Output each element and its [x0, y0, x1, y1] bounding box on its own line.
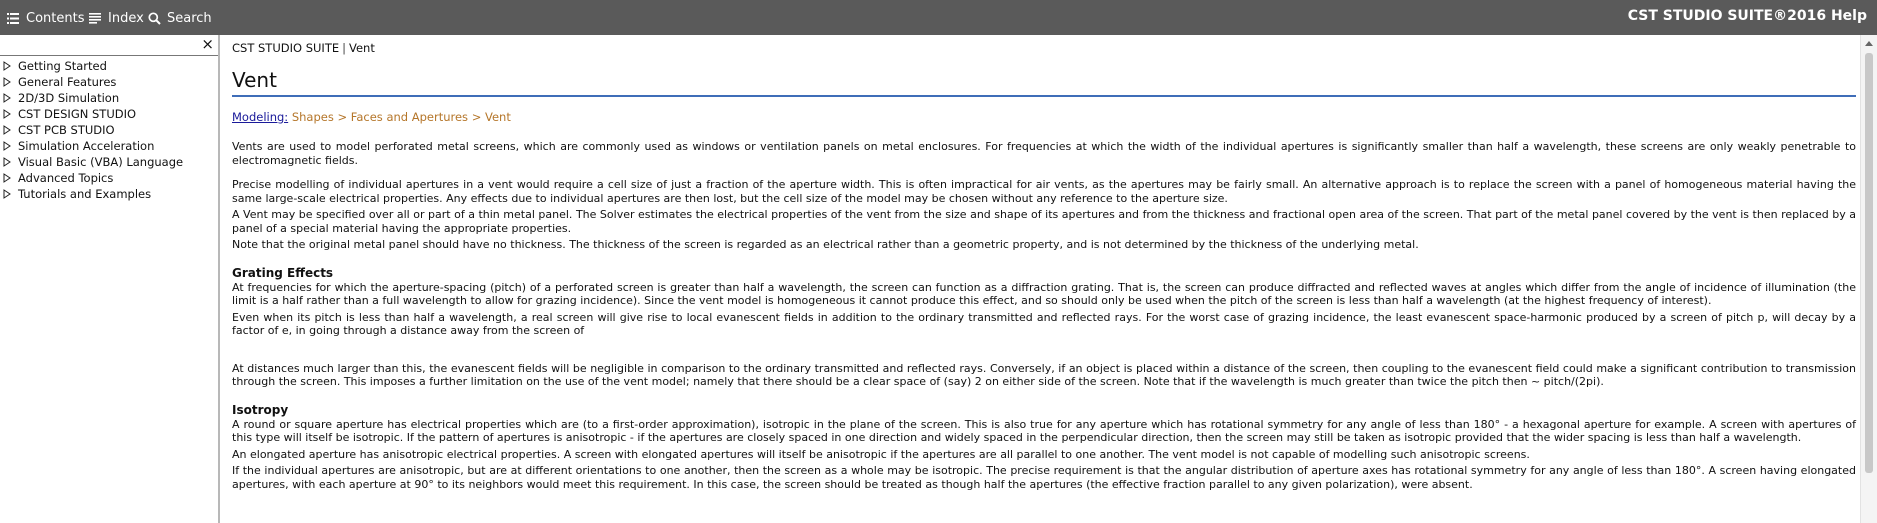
expand-triangle-icon[interactable]	[3, 125, 13, 135]
intro-paragraph: Precise modelling of individual apertures in a vent would require a cell size of just a fraction of the aperture width. This is often impractical for air vents, as the apertures may be fairly small. An alternative approach is to replace the screen with a panel of homogeneous material having the same large-scale electrical properties. Any effects due to individual apertures are then lost, but the cell size of the model may be chosen without any reference to the aperture size.	[232, 178, 1856, 205]
scrollbar-thumb[interactable]	[1865, 53, 1873, 473]
grating-paragraph: Even when its pitch is less than half a wavelength, a real screen will give rise to local evanescent fields in addition to the ordinary transmitted and reflected rays. For the worst case of grazing incidence, the least evanescent space-harmonic produced by a screen of pitch p, will decay by a factor of e, in going through a distance away from the screen of	[232, 310, 1856, 337]
index-lines-icon	[88, 11, 102, 25]
header-separator: |	[342, 41, 346, 55]
scroll-up-arrow-icon[interactable]	[1865, 41, 1873, 46]
help-content	[222, 35, 1858, 523]
index-label: Index	[108, 10, 144, 26]
page-title: Vent	[232, 68, 277, 92]
isotropy-paragraph: A round or square aperture has electrical properties which are (to a first-order approximation), isotropic in the plane of the screen. This is also true for any aperture which has rotational symmetry for any angle of less than 180° - a hexagonal aperture for example. A screen with apertures of this type will itself be isotropic. If the pattern of apertures is anisotropic - if the apertures are closely spaced in one direction and widely spaced in the perpendicular direction, then the screen may still be taken as isotropic provided that the wider spacing is less than half a wavelength.	[232, 417, 1856, 444]
sidebar-item-label: Simulation Acceleration	[18, 139, 155, 153]
expand-triangle-icon[interactable]	[3, 173, 13, 183]
sidebar-item-cst-pcb-studio[interactable]	[0, 122, 218, 138]
intro-paragraph: Vents are used to model perforated metal screens, which are commonly used as windows or ventilation panels on metal enclosures. For frequencies at which the width of the individual apertures is significantly smaller than half a wavelength, these screens are only weakly penetrable to electromagnetic fields.	[232, 140, 1856, 167]
title-divider	[232, 95, 1856, 97]
intro-paragraph: Note that the original metal panel should have no thickness. The thickness of the screen is regarded as an electrical rather than a geometric property, and is not determined by the thickness of the underlying metal.	[232, 238, 1419, 251]
sidebar-item-label: 2D/3D Simulation	[18, 91, 120, 105]
grating-paragraph: At distances much larger than this, the evanescent fields will be negligible in comparison to the ordinary transmitted and reflected rays. Conversely, if an object is placed within a distance of the screen, then coupling to the evanescent field could make a significant contribution to transmission through the screen. This imposes a further limitation on the use of the vent model; namely that there should be a clear space of (say) 2 on either side of the screen. Note that if the wavelength is much greater than twice the pitch then ~ pitch/(2pi).	[232, 361, 1856, 388]
toc-tree	[0, 58, 218, 202]
index-button[interactable]	[88, 8, 144, 28]
sidebar-item-cst-design-studio[interactable]	[0, 106, 218, 122]
product-brand: CST STUDIO SUITE®2016 Help	[1627, 8, 1867, 24]
sidebar-item-label: General Features	[18, 75, 117, 89]
close-icon[interactable]: ×	[201, 35, 214, 53]
sidebar-item-tutorials-examples[interactable]	[0, 186, 218, 202]
sidebar-header	[0, 35, 218, 56]
sidebar-item-label: Visual Basic (VBA) Language	[18, 155, 184, 169]
sidebar-item-general-features[interactable]	[0, 74, 218, 90]
contents-sidebar	[0, 35, 220, 523]
sidebar-item-label: CST DESIGN STUDIO	[18, 107, 137, 121]
content-scrollbar[interactable]	[1860, 35, 1877, 523]
expand-triangle-icon[interactable]	[3, 77, 13, 87]
sidebar-item-label: Advanced Topics	[18, 171, 114, 185]
isotropy-heading: Isotropy	[232, 402, 289, 417]
expand-triangle-icon[interactable]	[3, 109, 13, 119]
contents-button[interactable]	[6, 8, 84, 28]
sidebar-item-vba-language[interactable]	[0, 154, 218, 170]
expand-triangle-icon[interactable]	[3, 157, 13, 167]
sidebar-item-advanced-topics[interactable]	[0, 170, 218, 186]
breadcrumb-modeling-link[interactable]: Modeling:	[232, 110, 289, 124]
sidebar-item-label: Tutorials and Examples	[18, 187, 152, 201]
search-button[interactable]	[147, 8, 212, 28]
expand-triangle-icon[interactable]	[3, 141, 13, 151]
header-product: CST STUDIO SUITE	[232, 41, 340, 55]
header-page: Vent	[348, 41, 375, 55]
expand-triangle-icon[interactable]	[3, 189, 13, 199]
page-header	[232, 41, 1856, 57]
breadcrumb-trail: Shapes > Faces and Apertures > Vent	[291, 110, 511, 124]
sidebar-item-label: Getting Started	[18, 59, 107, 73]
top-toolbar	[0, 0, 1877, 35]
isotropy-paragraph: If the individual apertures are anisotropic, but are at different orientations to one another, then the screen as a whole may be isotropic. The precise requirement is that the angular distribution of aperture axes has rotational symmetry for any angle of less than 180°. A screen having elongated apertures, with each aperture at 90° to its neighbors would meet this requirement. In this case, the screen should be treated as though half the apertures (the effective fraction parallel to any given polarization), were absent.	[232, 464, 1856, 491]
sidebar-item-2d3d-simulation[interactable]	[0, 90, 218, 106]
expand-triangle-icon[interactable]	[3, 61, 13, 71]
grating-paragraph: At frequencies for which the aperture-spacing (pitch) of a perforated screen is greater than half a wavelength, the screen can function as a diffraction grating. That is, the screen can produce diffracted and reflected waves at angles which differ from the angle of incidence of illumination (the limit is a half rather than a full wavelength to allow for grazing incidence). Since the vent model is homogeneous it cannot produce this effect, and so should only be used when the pitch of the screen is less than half a wavelength (at the highest frequency of interest).	[232, 280, 1856, 307]
sidebar-item-simulation-acceleration[interactable]	[0, 138, 218, 154]
breadcrumb	[232, 110, 1856, 126]
grating-effects-heading: Grating Effects	[232, 265, 334, 280]
expand-triangle-icon[interactable]	[3, 93, 13, 103]
contents-list-icon	[6, 11, 20, 25]
contents-label: Contents	[26, 10, 85, 26]
sidebar-item-getting-started[interactable]	[0, 58, 218, 74]
search-icon	[147, 11, 161, 25]
sidebar-item-label: CST PCB STUDIO	[18, 123, 115, 137]
isotropy-paragraph: An elongated aperture has anisotropic electrical properties. A screen with elongated apertures will itself be anisotropic if the apertures are all parallel to one another. The vent model is not capable of modelling such anisotropic screens.	[232, 447, 1530, 461]
search-label: Search	[167, 10, 212, 26]
intro-paragraph: A Vent may be specified over all or part of a thin metal panel. The Solver estimates the electrical properties of the vent from the size and shape of its apertures and from the thickness and fractional open area of the screen. That part of the metal panel covered by the vent is then replaced by a panel of a special material having the appropriate properties.	[232, 208, 1856, 235]
